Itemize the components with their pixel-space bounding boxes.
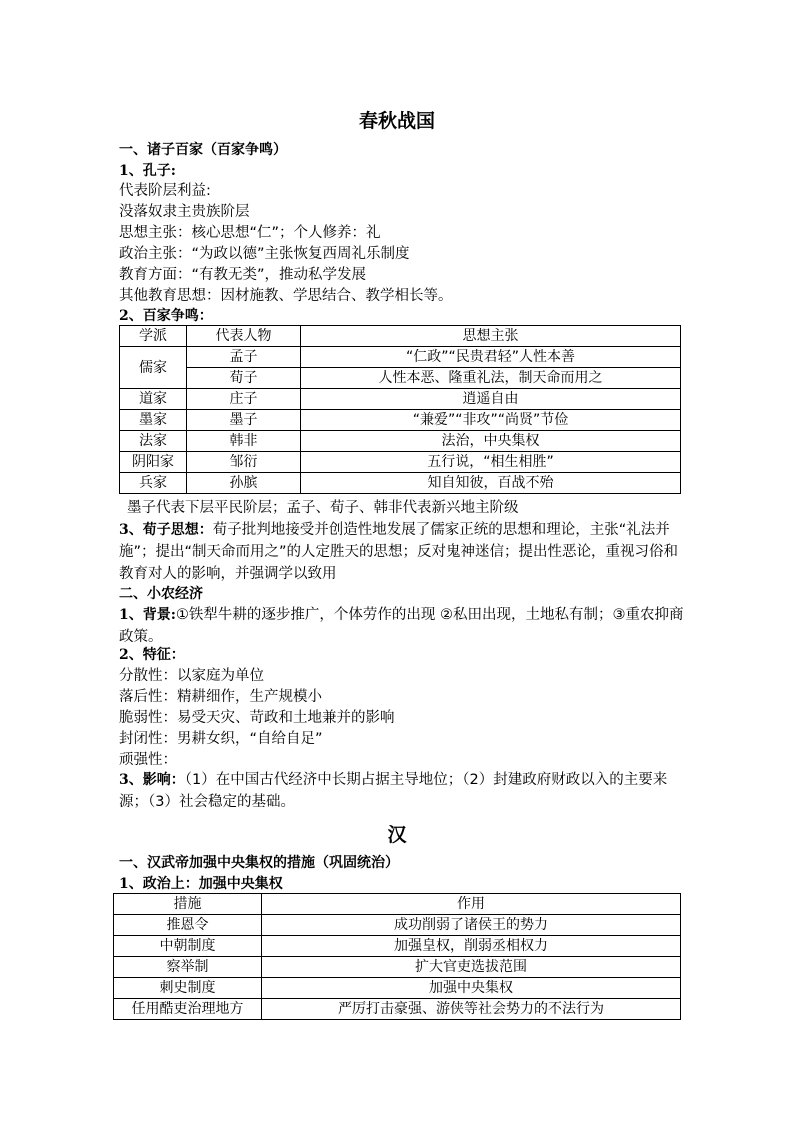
table-header-cell: 作用 <box>262 894 681 915</box>
idea-cell: 法治，中央集权 <box>301 431 681 452</box>
feature-line: 落后性：精耕细作，生产规模小 <box>119 689 322 705</box>
background-text: ①铁犁牛耕的逐步推广，个体劳作的出现 ②私田出现，土地私有制；③重农抑商政策。 <box>119 607 684 645</box>
feature-line: 分散性：以家庭为单位 <box>119 668 264 684</box>
school-cell: 儒家 <box>120 347 187 389</box>
school-cell: 墨家 <box>120 410 187 431</box>
table-row <box>120 473 681 494</box>
confucius-line: 其他教育思想：因材施教、学思结合、教学相长等。 <box>119 288 453 304</box>
title-chunqiu: 春秋战国 <box>358 110 435 132</box>
han-subheading: 1、政治上：加强中央集权 <box>119 876 283 892</box>
table-row <box>114 999 681 1020</box>
person-cell: 墨子 <box>187 410 301 431</box>
person-cell: 邹衍 <box>187 452 301 473</box>
idea-cell: 逍遥自由 <box>301 389 681 410</box>
person-cell: 荀子 <box>187 368 301 389</box>
title-han: 汉 <box>387 824 407 846</box>
xunzi-label: 3、荀子思想： <box>119 522 213 538</box>
feature-line: 脆弱性：易受天灾、苛政和土地兼并的影响 <box>119 710 395 726</box>
effect-cell: 成功削弱了诸侯王的势力 <box>262 915 681 936</box>
schools-heading: 2、百家争鸣： <box>119 308 213 324</box>
table-row <box>120 389 681 410</box>
measure-cell: 推恩令 <box>114 915 262 936</box>
school-cell: 法家 <box>120 431 187 452</box>
section-heading-2: 二、小农经济 <box>119 586 203 602</box>
idea-cell: “兼爱”“非攻”“尚贤”节俭 <box>301 410 681 431</box>
table-header-row <box>114 894 681 915</box>
table-header-cell: 学派 <box>120 326 187 347</box>
table-row <box>120 368 681 389</box>
person-cell: 孟子 <box>187 347 301 368</box>
feature-line: 封闭性：男耕女织，“自给自足” <box>119 731 323 747</box>
schools-note: 墨子代表下层平民阶层；孟子、荀子、韩非代表新兴地主阶级 <box>127 500 519 516</box>
confucius-line: 教育方面：“有教无类”，推动私学发展 <box>119 267 367 283</box>
idea-cell: 五行说，“相生相胜” <box>301 452 681 473</box>
han-heading: 一、汉武帝加强中央集权的措施（巩固统治） <box>119 855 399 871</box>
person-cell: 庄子 <box>187 389 301 410</box>
table-row <box>114 936 681 957</box>
effect-cell: 扩大官吏选拔范围 <box>262 957 681 978</box>
person-cell: 韩非 <box>187 431 301 452</box>
xunzi-paragraph <box>119 519 684 585</box>
confucius-line: 没落奴隶主贵族阶层 <box>119 204 250 220</box>
idea-cell: 人性本恶、隆重礼法，制天命而用之 <box>301 368 681 389</box>
schools-table <box>119 325 681 494</box>
background-label: 1、背景: <box>119 607 176 623</box>
table-row <box>114 978 681 999</box>
table-row <box>120 410 681 431</box>
feature-line: 顽强性： <box>119 752 177 768</box>
effect-cell: 加强皇权，削弱丞相权力 <box>262 936 681 957</box>
influence-paragraph <box>119 769 684 813</box>
table-row <box>120 431 681 452</box>
table-header-row <box>120 326 681 347</box>
effect-cell: 严厉打击豪强、游侠等社会势力的不法行为 <box>262 999 681 1020</box>
school-cell: 兵家 <box>120 473 187 494</box>
idea-cell: 知自知彼，百战不殆 <box>301 473 681 494</box>
measure-cell: 中朝制度 <box>114 936 262 957</box>
table-header-cell: 代表人物 <box>187 326 301 347</box>
table-header-cell: 措施 <box>114 894 262 915</box>
influence-label: 3、影响： <box>119 772 185 788</box>
confucius-line: 政治主张：“为政以德”主张恢复西周礼乐制度 <box>119 246 410 262</box>
confucius-line: 思想主张：核心思想“仁”；个人修养：礼 <box>119 225 381 241</box>
confucius-heading: 1、孔子: <box>119 163 176 179</box>
table-header-cell: 思想主张 <box>301 326 681 347</box>
confucius-line: 代表阶层利益: <box>119 183 211 199</box>
table-row <box>120 347 681 368</box>
background-paragraph <box>119 604 684 648</box>
section-heading-1: 一、诸子百家（百家争鸣） <box>119 142 287 158</box>
school-cell: 道家 <box>120 389 187 410</box>
person-cell: 孙膑 <box>187 473 301 494</box>
influence-text: （1）在中国古代经济中长期占据主导地位；（2）封建政府财政以入的主要来源；（3）社会稳定的基础。 <box>119 772 668 810</box>
table-row <box>114 915 681 936</box>
measure-cell: 察举制 <box>114 957 262 978</box>
school-cell: 阴阳家 <box>120 452 187 473</box>
measure-cell: 刺史制度 <box>114 978 262 999</box>
xunzi-text: 荀子批判地接受并创造性地发展了儒家正统的思想和理论，主张“礼法并施”；提出“制天命而用之”的人定胜天的思想；反对鬼神迷信；提出性恶论，重视习俗和教育对人的影响，并强调学以致用 <box>119 522 679 582</box>
effect-cell: 加强中央集权 <box>262 978 681 999</box>
idea-cell: “仁政”“民贵君轻”人性本善 <box>301 347 681 368</box>
table-row <box>120 452 681 473</box>
han-measures-table <box>113 893 681 1020</box>
table-row <box>114 957 681 978</box>
measure-cell: 任用酷吏治理地方 <box>114 999 262 1020</box>
features-heading: 2、特征： <box>119 647 185 663</box>
